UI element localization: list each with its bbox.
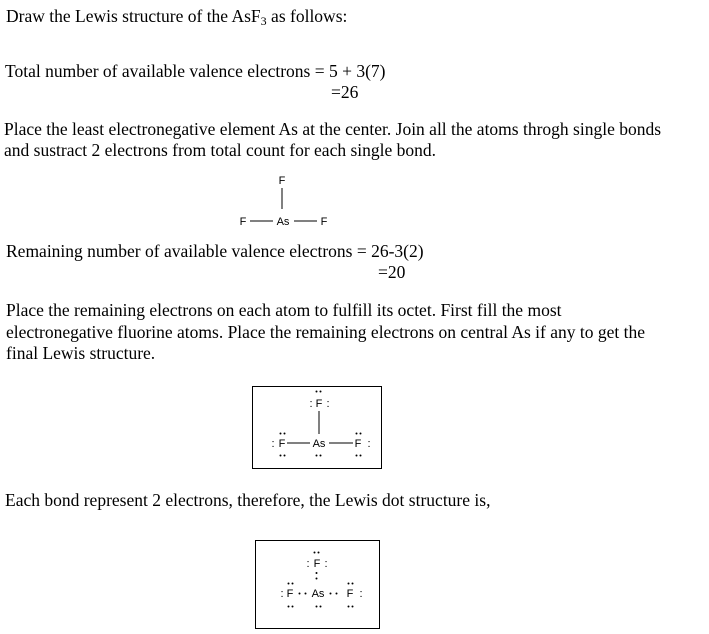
lone-pair-structure-diagram (252, 386, 382, 469)
step1-line2: and sustract 2 electrons from total count for each single bond. (4, 140, 437, 160)
intro-line (6, 5, 347, 32)
box1-top-f-left-pair: : (309, 398, 313, 410)
step2-line3: final Lewis structure. (6, 343, 156, 363)
intro-text: Draw the Lewis structure of the AsF (6, 6, 261, 26)
box1-top-f: F (315, 398, 323, 410)
final-central-as: As (311, 588, 325, 600)
box1-right-f-right-pair: : (367, 438, 371, 450)
intro-subscript: 3 (260, 14, 267, 28)
intro-tail: as follows: (266, 6, 348, 26)
final-left-f-left-pair: : (280, 588, 284, 600)
final-top-f: F (313, 558, 321, 570)
final-top-f-right-pair: : (324, 558, 328, 570)
total-electrons-result: =26 (331, 82, 359, 102)
box1-right-f: F (354, 438, 362, 450)
box1-left-f: F (278, 438, 286, 450)
step2-line2: electronegative fluorine atoms. Place the remaining electrons on central As if any to get the (6, 322, 646, 342)
skeleton-central-as: As (276, 216, 290, 228)
skeleton-structure-diagram (230, 170, 340, 230)
lewis-dot-structure-diagram (255, 540, 380, 629)
remaining-electrons-equation: Remaining number of available valence electrons = 26-3(2) (6, 241, 424, 261)
box1-left-f-left-pair: : (271, 438, 275, 450)
final-right-f: F (346, 588, 354, 600)
final-left-f: F (286, 588, 294, 600)
total-electrons-equation: Total number of available valence electrons = 5 + 3(7) (5, 61, 386, 81)
box1-top-f-right-pair: : (326, 398, 330, 410)
remaining-electrons-result: =20 (378, 262, 406, 282)
step1-line1: Place the least electronegative element As at the center. Join all the atoms throgh single bonds (4, 119, 662, 139)
bond-note: Each bond represent 2 electrons, therefore, the Lewis dot structure is, (5, 490, 491, 510)
skeleton-right-f: F (320, 216, 328, 228)
final-top-f-left-pair: : (306, 558, 310, 570)
skeleton-top-f: F (278, 175, 286, 187)
step2-line1: Place the remaining electrons on each atom to fulfill its octet. First fill the most (6, 300, 562, 320)
final-right-f-right-pair: : (359, 588, 363, 600)
skeleton-left-f: F (239, 216, 247, 228)
box1-central-as: As (312, 438, 326, 450)
